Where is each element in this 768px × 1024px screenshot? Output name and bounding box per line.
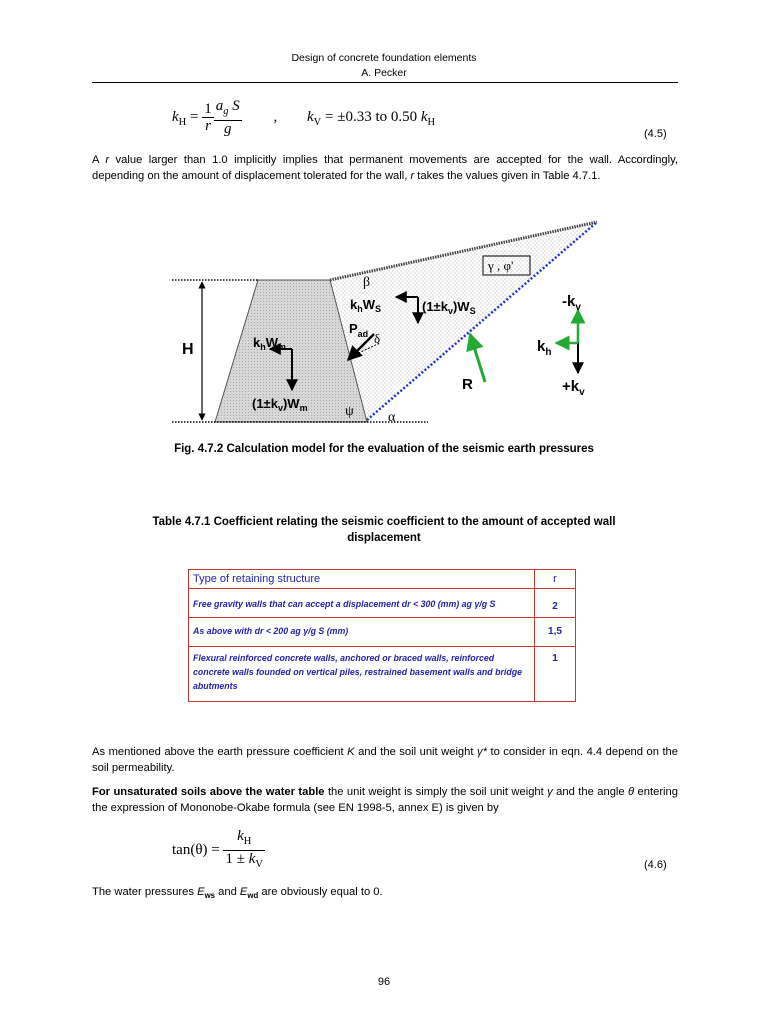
equation-number-4-5: (4.5)	[644, 128, 667, 140]
table-header-r: r	[535, 570, 576, 589]
label-alpha: α	[388, 410, 396, 425]
label-psi: ψ	[345, 404, 354, 419]
label-v-wm: $(1\pm k_v)W_m$	[252, 396, 308, 413]
table-header-row	[189, 570, 576, 589]
label-delta: δ	[374, 331, 381, 346]
table-row	[189, 618, 576, 647]
label-kh-ws: $k_hW_S$	[350, 297, 382, 314]
fraction-1-over-r: $\frac{1}{r}$	[204, 101, 212, 134]
label-gamma-phi: γ , φ'	[488, 258, 514, 273]
table-cell-r: 2	[535, 589, 576, 618]
equation-4-6: tan(θ) = $\frac{k_H}{1 \pm k_V}$	[172, 828, 265, 873]
label-pad: $P_{ad}$	[349, 321, 369, 339]
label-pos-kv: $+k_v$	[562, 378, 585, 398]
table-cell-r: 1,5	[535, 618, 576, 647]
table-caption-line2: displacement	[347, 532, 421, 544]
table-cell-type: Free gravity walls that can accept a displacement dr < 300 (mm) ag γ/g S	[189, 589, 535, 618]
retaining-structure-table	[188, 569, 576, 702]
table-cell-type: As above with dr < 200 ag γ/g S (mm)	[189, 618, 535, 647]
label-kh: $k_h$	[537, 338, 552, 358]
table-cell-r: 1	[535, 647, 576, 702]
table-cell-type: Flexural reinforced concrete walls, anchored or braced walls, reinforced concrete walls founded on vertical piles, restrained basement walls and bridge abutments	[189, 647, 535, 702]
figure-caption: Fig. 4.7.2 Calculation model for the evaluation of the seismic earth pressures	[174, 443, 594, 455]
page-number: 96	[377, 976, 391, 988]
running-header-title: Design of concrete foundation elements	[291, 52, 477, 64]
table-row	[189, 647, 576, 702]
table-row	[189, 589, 576, 618]
label-kh-wm: $k_hW_m$	[253, 335, 287, 352]
label-neg-kv: $-k_v$	[562, 293, 581, 313]
label-R: R	[462, 376, 473, 393]
equation-4-5: $k_H$ = $\frac{1}{r}$ $\frac{a_g S}{g}$ , $k_V = \pm 0.33$ to 0.50 $k_H$	[172, 98, 436, 137]
equation-number-4-6: (4.6)	[644, 859, 667, 871]
label-v-ws: $(1\pm k_v)W_S$	[422, 299, 476, 316]
table-header-type: Type of retaining structure	[189, 570, 535, 589]
running-header-author: A. Pecker	[361, 67, 407, 79]
figure-4-7-2-calculation-model	[160, 210, 610, 435]
label-beta: β	[363, 275, 371, 290]
fraction-kh-over-1-kv: $\frac{k_H}{1 \pm k_V}$	[225, 828, 263, 870]
table-caption-line1: Table 4.7.1 Coefficient relating the seismic coefficient to the amount of accepted wall	[152, 516, 616, 528]
fraction-ag-s-over-g: $\frac{a_g S}{g}$	[215, 98, 240, 137]
header-rule	[92, 82, 678, 83]
paragraph-unsaturated-soils: For unsaturated soils above the water table the unit weight is simply the soil unit weight γ and the angle θ entering the expression of Mononobe-Okabe formula (see EN 1998-5, annex E) is given by	[92, 786, 678, 814]
paragraph-water-pressures: The water pressures $E_{ws}$ and $E_{wd}$ are obviously equal to 0.	[92, 886, 383, 901]
paragraph-r-value: A r value larger than 1.0 implicitly implies that permanent movements are accepted for the wall. Accordingly, depending on the amount of displacement tolerated for the wall, r takes the values given in Table 4.7.1.	[92, 154, 678, 182]
paragraph-earth-pressure: As mentioned above the earth pressure coefficient K and the soil unit weight γ* to consider in eqn. 4.4 depend on the soil permeability.	[92, 746, 678, 774]
label-H: H	[182, 341, 194, 358]
